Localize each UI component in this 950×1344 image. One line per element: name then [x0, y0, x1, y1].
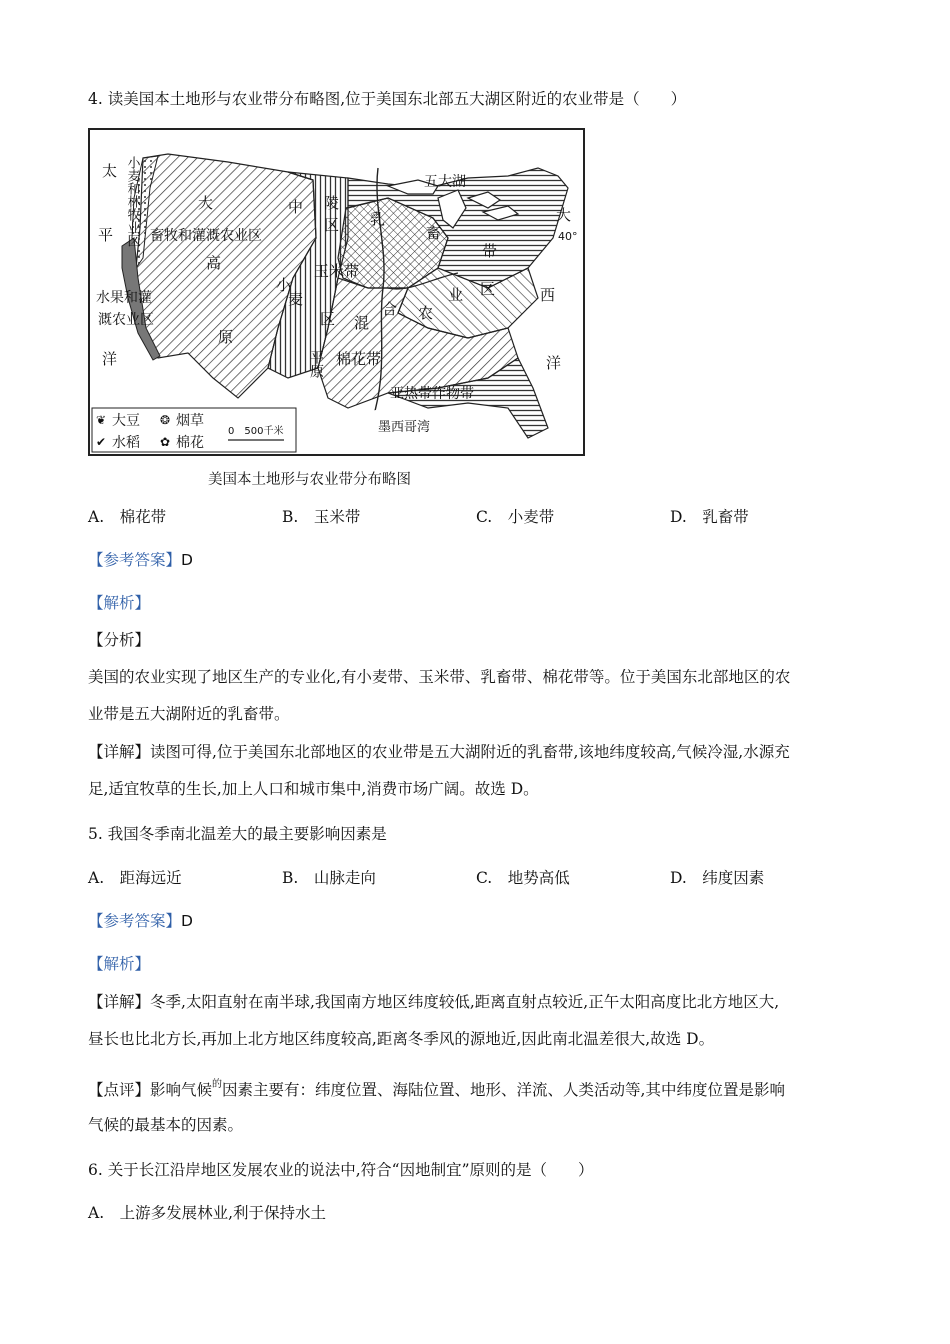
q5-detail [88, 991, 779, 1013]
map-caption: 美国本土地形与农业带分布略图 [208, 472, 411, 488]
label-hill: 陵 [324, 194, 340, 212]
q4-fenxi-label: 【分析】 [88, 631, 151, 649]
label-dairy-3: 业 [448, 286, 464, 304]
label-pacific-1: 太 [102, 162, 118, 180]
label-plateau-2: 原 [218, 328, 234, 346]
label-corn: 玉米带 [314, 262, 360, 280]
q5-answer-label: 【参考答案】 [88, 912, 182, 930]
cotton-icon: ✿ [160, 435, 171, 449]
q6-option-a: A. 上游多发展林业,利于保持水土 [88, 1204, 327, 1222]
q5-detail-line1: 冬季,太阳直射在南半球,我国南方地区纬度较低,距离直射点较近,正午太阳高度比北方地区大, [150, 993, 780, 1011]
q4-fenxi-line2: 业带是五大湖附近的乳畜带。 [88, 705, 290, 723]
q5-detail-label: 【详解】 [88, 993, 151, 1011]
q5-comment-sup: 的 [212, 1079, 223, 1090]
label-dairy-4: 区 [480, 280, 496, 298]
q4-option-b: B. 玉米带 [282, 508, 361, 526]
q5-detail-line2: 昼长也比北方长,再加上北方地区纬度较高,距离冬季风的源地近,因此南北温差很大,故选 D。 [88, 1030, 715, 1048]
label-plateau-1: 高 [206, 254, 222, 272]
label-atlantic-1: 大 [556, 206, 572, 224]
label-mixed-3: 农 [418, 304, 434, 322]
q4-option-c: C. 小麦带 [476, 508, 555, 526]
label-wheat-2: 麦 [288, 290, 304, 308]
q4-fenxi-line1: 美国的农业实现了地区生产的专业化,有小麦带、玉米带、乳畜带、棉花带等。位于美国东北部地区的农 [88, 668, 791, 686]
label-atlantic-2: 西 [540, 286, 556, 304]
q6-stem: 6. 关于长江沿岸地区发展农业的说法中,符合“因地制宜”原则的是（ ） [88, 1161, 594, 1179]
q5-answer [88, 910, 193, 932]
q5-analysis-label: 【解析】 [88, 955, 151, 973]
q4-options [88, 505, 868, 529]
q5-comment [88, 1074, 785, 1101]
q5-options [88, 866, 868, 890]
legend-scale: 0 500千米 [228, 426, 284, 437]
q5-comment-pre: 影响气候 [150, 1081, 213, 1099]
label-dairy-2: 畜 [426, 224, 442, 242]
label-region: 区 [324, 216, 340, 234]
q5-stem: 5. 我国冬季南北温差大的最主要影响因素是 [88, 825, 387, 843]
label-cotton: 棉花带 [336, 350, 382, 368]
q5-option-a: A. 距海远近 [88, 869, 182, 887]
label-mixed-2: 合 [382, 300, 398, 318]
label-wheat-3: 区 [320, 310, 336, 328]
q4-stem: 4. 读美国本土地形与农业带分布略图,位于美国东北部五大湖区附近的农业带是（ ） [88, 90, 687, 108]
label-great-plains-2: 中 [288, 198, 304, 216]
label-atlantic-3: 洋 [546, 354, 562, 372]
q5-answer-value: D [181, 912, 193, 930]
label-dairy-1: 乳 [370, 210, 386, 228]
label-mixed-1: 混 [354, 314, 370, 332]
q5-comment-post: 因素主要有：纬度位置、海陆位置、地形、洋流、人类活动等,其中纬度位置是影响 [222, 1081, 785, 1099]
label-plain: 平原 [308, 350, 324, 378]
q4-option-d: D. 乳畜带 [670, 508, 749, 526]
legend-soybean: 大豆 [112, 413, 140, 429]
label-great-lakes: 五大湖 [424, 174, 466, 190]
q4-analysis-label: 【解析】 [88, 594, 151, 612]
q4-option-a: A. 棉花带 [88, 508, 167, 526]
q5-option-d: D. 纬度因素 [670, 869, 765, 887]
label-fruit-1: 水果和灌 [96, 290, 152, 306]
label-great-plains-1: 大 [198, 194, 214, 212]
q5-option-c: C. 地势高低 [476, 869, 570, 887]
q4-detail-line1: 读图可得,位于美国东北部地区的农业带是五大湖附近的乳畜带,该地纬度较高,气候冷湿,水源充 [150, 743, 790, 761]
legend-cotton: 棉花 [176, 435, 204, 451]
label-wheat-forest: 小麦和林牧业区 [124, 156, 140, 247]
label-subtropical: 亚热带作物带 [390, 386, 474, 402]
tobacco-icon: ❂ [160, 413, 171, 427]
q4-detail [88, 741, 790, 763]
label-dairy-5: 带 [482, 242, 498, 260]
q5-comment-line2: 气候的最基本的因素。 [88, 1116, 244, 1134]
label-fruit-2: 溉农业区 [98, 312, 154, 328]
q4-detail-label: 【详解】 [88, 743, 151, 761]
us-agriculture-map [88, 128, 585, 458]
legend-tobacco: 烟草 [176, 413, 204, 429]
legend-rice: 水稻 [112, 435, 140, 451]
soybean-icon: ❦ [96, 413, 107, 427]
label-wheat-1: 小 [276, 276, 292, 294]
rice-icon: ✔ [96, 435, 107, 449]
q4-answer [88, 549, 193, 571]
label-pacific-3: 洋 [102, 350, 118, 368]
label-pacific-2: 平 [98, 226, 114, 244]
q5-option-b: B. 山脉走向 [282, 869, 376, 887]
q4-answer-label: 【参考答案】 [88, 551, 182, 569]
label-lat40: 40° [558, 230, 578, 243]
q5-comment-label: 【点评】 [88, 1081, 151, 1099]
label-ranch: 畜牧和灌溉农业区 [150, 228, 262, 244]
q4-detail-line2: 足,适宜牧草的生长,加上人口和城市集中,消费市场广阔。故选 D。 [88, 780, 539, 798]
q4-answer-value: D [181, 551, 193, 569]
label-gulf: 墨西哥湾 [378, 420, 431, 435]
